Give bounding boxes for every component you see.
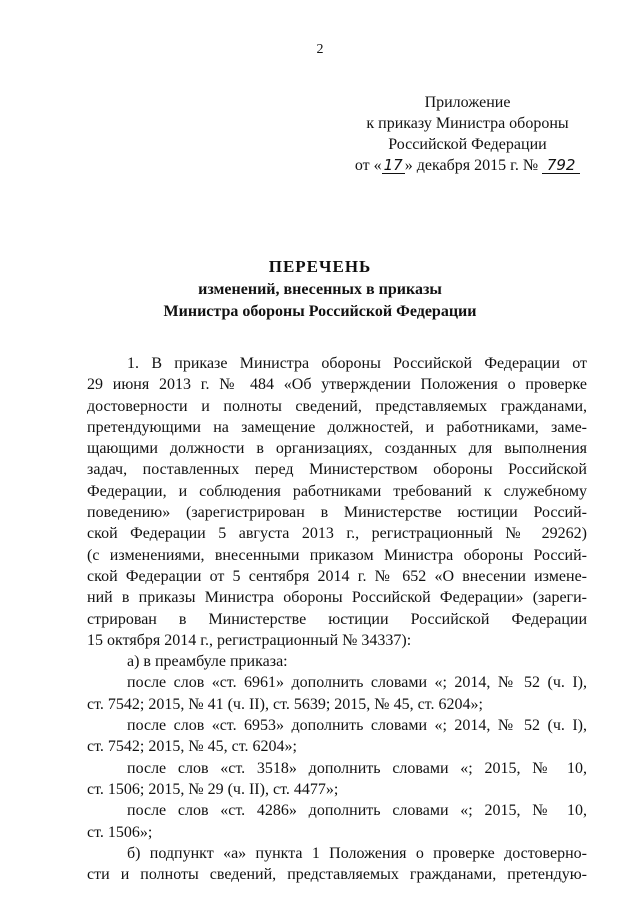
body-text-line: ст. 1506; 2015, № 29 (ч. II), ст. 4477»; (87, 780, 339, 798)
body-text-line: ст. 7542; 2015, № 41 (ч. II), ст. 5639; 2015, № 45, ст. 6204»; (87, 695, 483, 713)
body-text-line: 1. В приказе Министра обороны Российской Федерации от (127, 355, 587, 372)
page-number: 2 (316, 42, 324, 57)
appendix-country: Российской Федерации (388, 136, 547, 153)
appendix-label: Приложение (424, 94, 511, 111)
body-text-line: а) в преамбуле приказа: (127, 653, 288, 671)
body-text-line: Федерации, и соблюдения работниками требований к служебному (87, 482, 587, 500)
body-text-line: (с изменениями, внесенными приказом Министра обороны Россий- (87, 546, 587, 564)
appendix-order-ref: к приказу Министра обороны (366, 115, 569, 132)
handwritten-day: 17 (383, 156, 403, 174)
body-text-line: после слов «ст. 6961» дополнить словами «; 2014, № 52 (ч. I), (127, 674, 587, 692)
body-text-line: после слов «ст. 4286» дополнить словами «; 2015, № 10, (127, 802, 587, 820)
body-text-line: 15 октября 2014 г., регистрационный № 34337): (87, 631, 412, 649)
body-text-line: после слов «ст. 6953» дополнить словами «; 2014, № 52 (ч. I), (127, 717, 587, 735)
appendix-header (350, 92, 585, 176)
body-text-line: после слов «ст. 3518» дополнить словами «; 2015, № 10, (127, 759, 587, 777)
body-text-line: поведению» (зарегистрирован в Министерстве юстиции Россий- (87, 504, 587, 522)
body-text-line: 29 июня 2013 г. № 484 «Об утверждении Положения о проверке (87, 376, 587, 394)
body-text-line: ний в приказы Министра обороны Российской Федерации» (зареги- (87, 589, 587, 607)
body-text-line: б) подпункт «а» пункта 1 Положения о проверке достоверно- (127, 844, 587, 862)
body-text-line: стрирован в Министерстве юстиции Российской Федерации (87, 610, 587, 628)
document-subtitle-line2: Министра обороны Российской Федерации (163, 303, 477, 320)
handwritten-order-number: 792 (542, 158, 580, 174)
body-text-line: ст. 1506»; (87, 823, 153, 841)
body-text-line: ст. 7542; 2015, № 45, ст. 6204»; (87, 738, 297, 756)
body-text-line: ской Федерации 5 августа 2013 г., регистрационный № 29262) (87, 525, 587, 543)
body-text-line: щающими должности в организациях, созданных для выполнения (87, 440, 587, 458)
document-body (87, 353, 587, 885)
document-heading (0, 255, 640, 323)
body-text-line: достоверности и полноты сведений, представляемых гражданами, (87, 397, 587, 415)
body-text-line: претендующими на замещение должностей, и работниками, заме- (87, 418, 587, 436)
body-text-line: задач, поставленных перед Министерством обороны Российской (87, 461, 587, 479)
document-subtitle-line1: изменений, внесенных в приказы (198, 281, 442, 298)
body-text-line: сти и полноты сведений, представляемых гражданами, претендую- (87, 866, 587, 884)
document-title: ПЕРЕЧЕНЬ (268, 257, 372, 276)
date-middle: » декабря 2015 г. № (404, 157, 539, 174)
date-prefix: от « (354, 157, 382, 174)
body-text-line: ской Федерации от 5 сентября 2014 г. № 652 «О внесении измене- (87, 567, 587, 585)
appendix-date-line (350, 155, 585, 176)
